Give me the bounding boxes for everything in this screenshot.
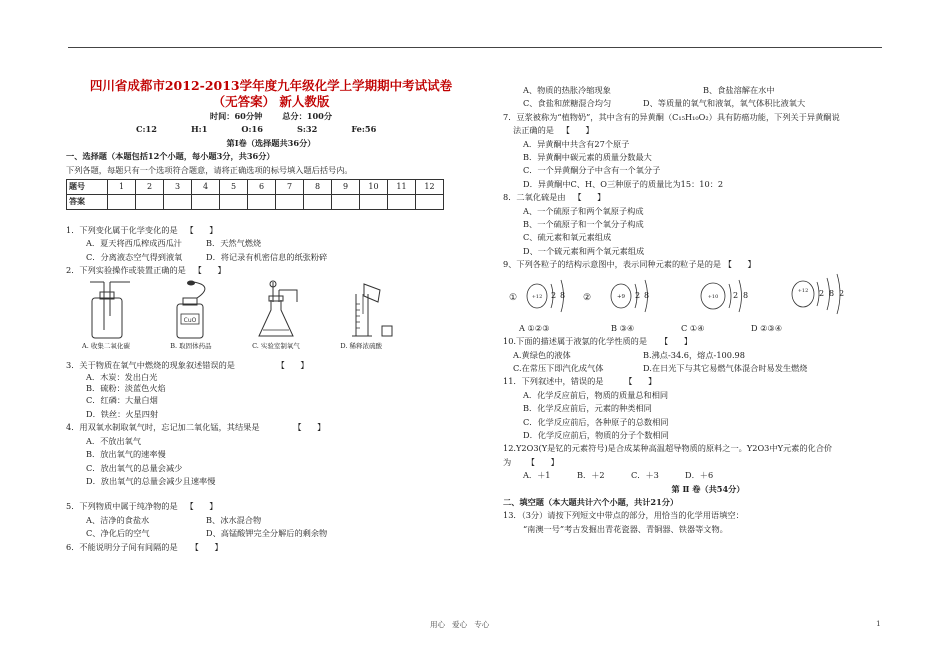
option-c: C ①④ [681,322,705,333]
option-d: D.在日光下与其它易燃气体混合时易发生燃烧 [643,362,808,373]
atom-label: ② [583,292,592,303]
page-footer: 用心 爱心 专心 [430,620,490,629]
option-c: C．一个异黄酮分子中含有一个氧分子 [523,165,661,176]
atom-label: ① [509,292,518,303]
option-d: D ②③④ [751,322,783,333]
question-stem: 9、下列各粒子的结构示意图中，表示同种元素的粒子是的是 【 】 [503,259,756,270]
question-stem: 1．下列变化属于化学变化的是 【 】 [66,225,218,236]
question-stem: 6．不能说明分子间有间隔的是 【 】 [66,541,223,552]
answer-cell[interactable] [164,195,192,210]
option-d: D、一个硫元素和两个氧元素组成 [523,245,645,256]
answer-table-number: 7 [276,180,304,195]
atomic-mass: Fe:56 [351,124,377,135]
atomic-mass: H:1 [190,124,208,135]
option-b: B．硫粉：淡蓝色火焰 [86,383,166,394]
measuring-cylinder-icon [334,280,394,340]
shell-electrons: 2 [551,290,557,300]
question-6-options [503,84,913,97]
option-c: C.在常压下即汽化成气体 [513,362,604,373]
left-column [66,78,476,554]
option-d: D、等质量的氧气和液氧，氧气体积比液氧大 [643,98,806,109]
answer-table-answer-label: 答案 [67,195,108,210]
lab-captions [82,340,382,353]
answer-table-number: 3 [164,180,192,195]
option-a: A．异黄酮中共含有27个原子 [523,138,630,149]
question-stem: 5．下列物质中属于纯净物的是 【 】 [66,501,218,512]
question-stem: 7．豆浆被称为“植物奶”，其中含有的异黄酮（C₁₅H₁₀O₂）具有防癌功能，下列关于异黄酮说 [503,111,840,122]
answer-table-answer-row [67,195,444,210]
option-b: B、食盐溶解在水中 [703,85,775,95]
option-c: C、食盐和蔗糖混合均匀 [523,98,612,109]
shell-electrons: 8 [644,290,650,300]
answer-cell[interactable] [360,195,388,210]
shell-electrons: 2 [819,288,825,298]
option-c: C．分离液态空气得到液氧 [86,251,183,262]
atomic-mass: O:16 [241,124,263,135]
lab-caption: D. 稀释浓硫酸 [340,341,382,350]
shell-electrons: 2 [839,288,845,298]
answer-cell[interactable] [192,195,220,210]
question-10 [503,335,913,375]
answer-table-number: 9 [332,180,360,195]
section2-heading: 二、填空题（本大题共计六个小题，共计21分） [503,496,679,507]
shell-electrons: 2 [635,290,641,300]
part1-heading: 第Ⅰ卷（选择题共36分） [226,137,316,148]
answer-table-number: 12 [416,180,444,195]
answer-table-number: 8 [304,180,332,195]
part2-heading: 第 Ⅱ 卷（共54分） [671,483,745,494]
option-c: C．化学反应前后，各种原子的总数相同 [523,416,669,427]
question-9-options [519,322,913,335]
answer-cell[interactable] [136,195,164,210]
option-a: A．化学反应前后，物质的质量总和相同 [523,389,669,400]
answer-cell[interactable] [248,195,276,210]
question-3 [66,359,476,421]
nucleus-charge: +9 [616,293,626,300]
option-a: A、一个硫原子和两个氧原子构成 [523,205,644,216]
answer-table-number: 11 [388,180,416,195]
gas-collection-bottle-icon [84,280,134,340]
question-stem-continued: 为 【 】 [503,456,559,467]
option-b: B．异黄酮中碳元素的质量分数最大 [523,152,652,163]
answer-cell[interactable] [388,195,416,210]
option-b: B ③④ [611,322,635,333]
option-d: D、高锰酸钾完全分解后的剩余物 [206,528,328,539]
question-13-text: “南澳一号”考古发掘出青花瓷器、青铜器、铁器等文物。 [523,523,728,534]
shell-electrons: 8 [560,290,566,300]
atom-structure-diagrams [507,272,887,322]
question-4 [66,421,476,488]
option-c: C、净化后的空气 [86,528,150,539]
question-stem-continued: 法正确的是 【 】 [513,125,594,136]
question-stem: 8．二氧化硫是由 【 】 [503,192,606,203]
question-stem: 12.Y2O3(Y是钇的元素符号)是合成某种高温超导物质的原料之一。Y2O3中Y元素的化合价 [503,443,833,454]
option-b: B．化学反应前后，元素的种类相同 [523,403,652,414]
option-a: A、物质的热胀冷缩现象 [523,85,611,95]
option-b: B.沸点-34.6，熔点-100.98 [643,349,745,360]
question-11 [503,375,913,442]
answer-cell[interactable] [332,195,360,210]
header-rule [68,47,882,48]
option-d: D．异黄酮中C、H、O三种原子的质量比为15：10：2 [523,178,724,189]
lab-caption: A. 收集二氧化碳 [82,341,130,350]
atomic-mass: S:32 [296,124,318,135]
lab-apparatus-row [84,280,394,340]
answer-table-header-label: 题号 [67,180,108,195]
section1-heading: 一、选择题（本题包括12个小题，每小题3分，共36分） [66,151,275,162]
question-1 [66,224,476,264]
option-a: A．木炭：发出白光 [86,372,158,383]
question-2 [66,264,476,353]
conical-flask-icon [251,280,301,340]
question-stem: 10.下面的描述属于液氯的化学性质的是 【 】 [503,336,693,347]
answer-table-number: 6 [248,180,276,195]
atom-nucleus [792,281,814,307]
lab-caption: B. 取固体药品 [170,341,212,350]
question-6 [66,541,476,554]
option-b: B．＋2 [577,470,605,481]
section1-instruction: 下列各题，每题只有一个选项符合题意，请将正确选项的标号填入题后括号内。 [66,164,353,175]
option-a: A．不放出氧气 [86,435,142,446]
option-b: B．放出氧气的速率慢 [86,449,166,460]
shell-electrons: 2 [733,290,739,300]
shell-electrons: 8 [829,288,835,298]
answer-cell[interactable] [220,195,248,210]
option-b: B．天然气燃烧 [206,238,262,249]
electron-shell [729,284,731,308]
option-a: A．夏天将西瓜榨成西瓜汁 [86,238,182,249]
option-c: C．放出氧气的总量会减少 [86,462,183,473]
answer-table-number: 2 [136,180,164,195]
option-d: D．化学反应前后，物质的分子个数相同 [523,429,669,440]
option-c: C．＋3 [631,470,659,481]
option-c: C、硫元素和氧元素组成 [523,232,612,243]
option-d: D．＋6 [685,470,714,481]
option-d: D．将记录有机密信息的纸张粉碎 [206,251,328,262]
shell-electrons: 8 [743,290,749,300]
exam-meta: 时间：60分钟 总分：100分 [209,111,333,121]
question-stem: 4．用双氧水制取氧气时，忘记加二氧化锰，其结果是 【 】 [66,422,326,433]
answer-table-number: 1 [108,180,136,195]
nucleus-charge: +12 [797,287,809,294]
option-a: A ①②③ [519,322,550,333]
question-9 [503,258,913,335]
question-5 [66,500,476,540]
nucleus-charge: +10 [707,293,719,300]
question-stem: 11．下列叙述中，错误的是 【 】 [503,376,657,387]
lab-caption: C. 实验室制氧气 [252,341,300,350]
option-b: B、一个硫原子和一个氧分子构成 [523,219,644,230]
option-d: D．铁丝：火星四射 [86,408,159,419]
electron-shell [739,280,742,312]
answer-cell[interactable] [304,195,332,210]
question-8 [503,191,913,258]
nucleus-charge: +12 [531,293,543,300]
option-a: A、洁净的食盐水 [86,514,150,525]
question-stem: 2．下列实验操作或装置正确的是 【 】 [66,265,226,276]
option-a: A.黄绿色的液体 [513,349,571,360]
question-13-stem: 13．（3分）请按下列短文中带点的部分，用恰当的化学用语填空： [503,510,744,521]
bottle-label: CuO [183,316,197,324]
reagent-bottle-icon [167,280,217,340]
question-stem: 3．关于物质在氧气中燃烧的现象叙述错误的是 【 】 [66,360,309,371]
option-b: B、冰水混合物 [206,514,262,525]
right-column [503,84,913,536]
exam-title-line2: （无答案） 新人教版 [212,94,330,109]
question-12 [503,442,913,482]
answer-cell[interactable] [108,195,136,210]
answer-table-number: 5 [220,180,248,195]
page-number: 1 [876,619,881,628]
option-a: A．＋1 [523,470,551,481]
answer-cell[interactable] [276,195,304,210]
atom-diagrams [507,272,913,322]
question-12-options [523,469,913,482]
option-d: D．放出氧气的总量会减少且速率慢 [86,475,216,486]
answer-table-header-row [67,180,444,195]
atomic-masses [136,123,476,136]
option-c: C．红磷：大量白烟 [86,395,158,406]
exam-title-line1: 四川省成都市2012-2013学年度九年级化学上学期期中考试试卷 [89,78,453,93]
atomic-mass: C:12 [136,124,157,135]
answer-table [66,179,444,210]
question-7 [503,111,913,191]
answer-table-number: 10 [360,180,388,195]
answer-table-number: 4 [192,180,220,195]
answer-cell[interactable] [416,195,444,210]
